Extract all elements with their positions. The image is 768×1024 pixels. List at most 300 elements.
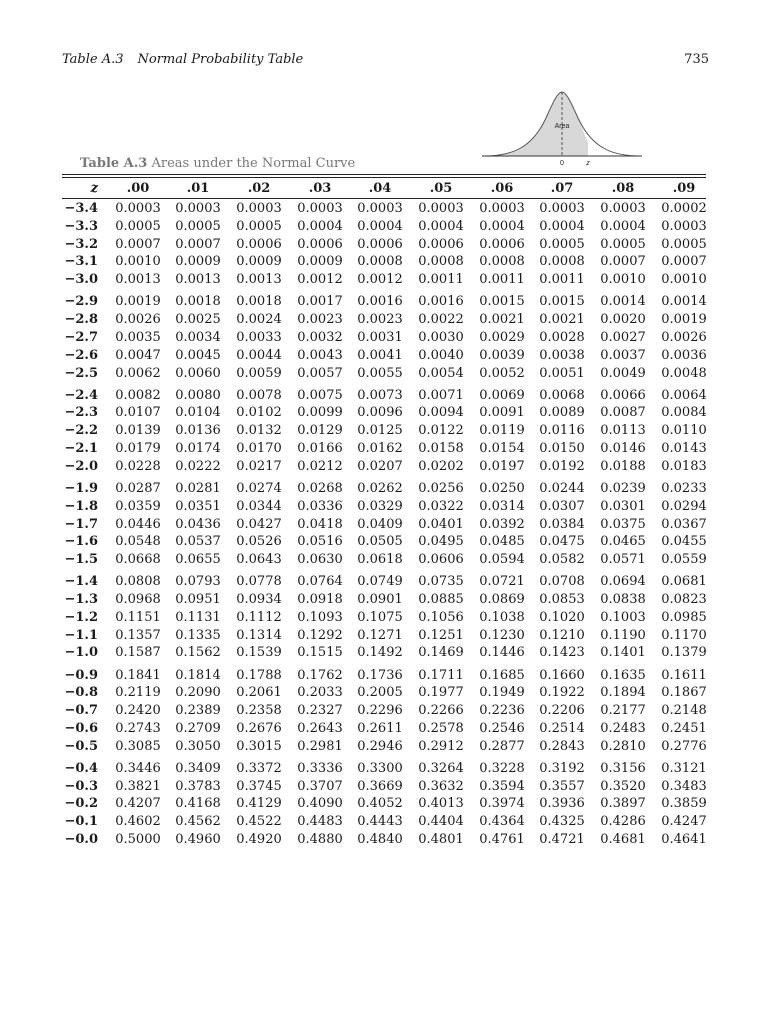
probability-cell: 0.0110 (661, 423, 707, 439)
probability-cell: 0.0014 (661, 294, 707, 310)
probability-cell: 0.0174 (175, 441, 221, 456)
probability-cell: 0.2451 (661, 720, 707, 736)
z-value: −1.1 (64, 627, 98, 643)
probability-cell: 0.0027 (600, 329, 646, 345)
probability-cell: 0.0054 (418, 365, 464, 381)
probability-cell: 0.0078 (236, 387, 282, 403)
probability-cell: 0.0136 (175, 423, 221, 439)
probability-cell: 0.0735 (418, 574, 464, 590)
probability-cell: 0.0012 (297, 272, 343, 288)
probability-cell: 0.2709 (175, 720, 221, 736)
probability-cell: 0.2743 (115, 720, 161, 736)
probability-cell: 0.0005 (661, 236, 707, 252)
probability-cell: 0.0239 (600, 480, 646, 496)
probability-cell: 0.0004 (357, 218, 403, 234)
probability-cell: 0.0188 (600, 458, 646, 474)
probability-cell: 0.0183 (661, 458, 707, 474)
z-value: −0.0 (64, 832, 98, 847)
probability-cell: 0.0367 (661, 516, 707, 532)
probability-cell: 0.0516 (297, 534, 343, 550)
probability-cell: 0.0918 (297, 592, 343, 607)
z-label: z (586, 160, 590, 167)
probability-cell: 0.0384 (539, 516, 585, 532)
probability-cell: 0.0885 (418, 592, 464, 607)
col-head-08: .08 (611, 181, 635, 196)
col-head-02: .02 (247, 181, 271, 196)
probability-cell: 0.1587 (115, 645, 161, 661)
z-value: −3.0 (64, 272, 98, 288)
probability-cell: 0.0045 (175, 347, 221, 363)
probability-cell: 0.3859 (661, 796, 707, 812)
probability-cell: 0.0004 (297, 218, 343, 234)
probability-cell: 0.0012 (357, 272, 403, 288)
z-value: −2.1 (64, 441, 98, 456)
probability-cell: 0.0228 (115, 458, 161, 474)
probability-cell: 0.0024 (236, 312, 282, 328)
probability-cell: 0.1357 (115, 627, 161, 643)
probability-cell: 0.0002 (661, 201, 707, 216)
probability-cell: 0.0060 (175, 365, 221, 381)
probability-cell: 0.0008 (539, 254, 585, 270)
probability-cell: 0.0091 (479, 405, 525, 421)
probability-cell: 0.0089 (539, 405, 585, 421)
probability-cell: 0.3372 (236, 760, 282, 776)
probability-cell: 0.0025 (175, 312, 221, 328)
probability-cell: 0.0655 (175, 552, 221, 568)
col-head-05: .05 (429, 181, 453, 196)
probability-cell: 0.0032 (297, 329, 343, 345)
probability-cell: 0.0075 (297, 387, 343, 403)
probability-cell: 0.3632 (418, 778, 464, 794)
probability-cell: 0.1075 (357, 609, 403, 625)
probability-cell: 0.0465 (600, 534, 646, 550)
probability-cell: 0.1469 (418, 645, 464, 661)
probability-cell: 0.0003 (115, 201, 161, 216)
probability-cell: 0.1762 (297, 667, 343, 683)
probability-cell: 0.2946 (357, 738, 403, 754)
probability-cell: 0.1292 (297, 627, 343, 643)
probability-cell: 0.0009 (175, 254, 221, 270)
probability-cell: 0.0764 (297, 574, 343, 590)
probability-cell: 0.0985 (661, 609, 707, 625)
probability-cell: 0.0418 (297, 516, 343, 532)
probability-cell: 0.0010 (600, 272, 646, 288)
probability-cell: 0.0011 (539, 272, 585, 288)
probability-cell: 0.0055 (357, 365, 403, 381)
probability-cell: 0.0606 (418, 552, 464, 568)
z-value: −2.9 (64, 294, 98, 310)
probability-cell: 0.0035 (115, 329, 161, 345)
probability-cell: 0.0132 (236, 423, 282, 439)
z-value: −1.6 (64, 534, 98, 550)
probability-cell: 0.0020 (600, 312, 646, 328)
probability-cell: 0.0262 (357, 480, 403, 496)
col-head-09: .09 (672, 181, 696, 196)
probability-cell: 0.0003 (297, 201, 343, 216)
probability-cell: 0.4522 (236, 814, 282, 830)
probability-cell: 0.0033 (236, 329, 282, 345)
probability-cell: 0.0102 (236, 405, 282, 421)
probability-cell: 0.0192 (539, 458, 585, 474)
probability-cell: 0.0007 (600, 254, 646, 270)
probability-cell: 0.0004 (600, 218, 646, 234)
probability-cell: 0.2810 (600, 738, 646, 754)
col-head-04: .04 (368, 181, 392, 196)
z-value: −3.2 (64, 236, 98, 252)
area-label: Area (554, 123, 570, 130)
probability-cell: 0.0537 (175, 534, 221, 550)
probability-cell: 0.0003 (600, 201, 646, 216)
probability-cell: 0.0018 (236, 294, 282, 310)
probability-cell: 0.0014 (600, 294, 646, 310)
probability-cell: 0.0455 (661, 534, 707, 550)
probability-cell: 0.2236 (479, 703, 525, 719)
probability-cell: 0.0122 (418, 423, 464, 439)
z-value: −1.9 (64, 480, 98, 496)
z-value: −0.5 (64, 738, 98, 754)
probability-cell: 0.0003 (661, 218, 707, 234)
probability-cell: 0.1170 (661, 627, 707, 643)
probability-cell: 0.3336 (297, 760, 343, 776)
probability-cell: 0.0004 (539, 218, 585, 234)
probability-cell: 0.0008 (479, 254, 525, 270)
page-number: 735 (684, 52, 709, 67)
probability-cell: 0.3557 (539, 778, 585, 794)
probability-cell: 0.1867 (661, 685, 707, 701)
probability-cell: 0.0073 (357, 387, 403, 403)
probability-cell: 0.1379 (661, 645, 707, 661)
table-title: Normal Probability Table (137, 52, 304, 67)
probability-cell: 0.4168 (175, 796, 221, 812)
probability-cell: 0.0013 (175, 272, 221, 288)
probability-cell: 0.3745 (236, 778, 282, 794)
probability-cell: 0.0150 (539, 441, 585, 456)
z-value: −3.3 (64, 218, 98, 234)
probability-cell: 0.0096 (357, 405, 403, 421)
probability-cell: 0.1611 (661, 667, 707, 683)
probability-cell: 0.0068 (539, 387, 585, 403)
probability-cell: 0.4880 (297, 832, 343, 847)
probability-cell: 0.0022 (418, 312, 464, 328)
probability-cell: 0.0314 (479, 498, 525, 514)
probability-cell: 0.0170 (236, 441, 282, 456)
z-value: −0.1 (64, 814, 98, 830)
z-value: −1.5 (64, 552, 98, 568)
probability-cell: 0.3192 (539, 760, 585, 776)
probability-cell: 0.0016 (357, 294, 403, 310)
top-rule-double (62, 177, 706, 178)
probability-cell: 0.4404 (418, 814, 464, 830)
probability-cell: 0.1446 (479, 645, 525, 661)
z-value: −0.8 (64, 685, 98, 701)
probability-cell: 0.0618 (357, 552, 403, 568)
probability-cell: 0.0019 (115, 294, 161, 310)
probability-cell: 0.0008 (418, 254, 464, 270)
probability-cell: 0.0004 (418, 218, 464, 234)
probability-cell: 0.4325 (539, 814, 585, 830)
probability-cell: 0.0019 (661, 312, 707, 328)
probability-cell: 0.4207 (115, 796, 161, 812)
probability-cell: 0.0143 (661, 441, 707, 456)
probability-cell: 0.4920 (236, 832, 282, 847)
probability-cell: 0.0082 (115, 387, 161, 403)
probability-cell: 0.0044 (236, 347, 282, 363)
probability-cell: 0.3156 (600, 760, 646, 776)
probability-cell: 0.0359 (115, 498, 161, 514)
probability-cell: 0.0778 (236, 574, 282, 590)
probability-cell: 0.0139 (115, 423, 161, 439)
probability-cell: 0.0003 (418, 201, 464, 216)
zero-label: 0 (560, 160, 564, 167)
probability-cell: 0.3783 (175, 778, 221, 794)
probability-cell: 0.2420 (115, 703, 161, 719)
probability-cell: 0.0006 (236, 236, 282, 252)
probability-cell: 0.1423 (539, 645, 585, 661)
probability-cell: 0.1151 (115, 609, 161, 625)
z-value: −1.0 (64, 645, 98, 661)
probability-cell: 0.1492 (357, 645, 403, 661)
probability-cell: 0.2177 (600, 703, 646, 719)
probability-cell: 0.1003 (600, 609, 646, 625)
probability-cell: 0.0080 (175, 387, 221, 403)
probability-cell: 0.0066 (600, 387, 646, 403)
probability-cell: 0.2148 (661, 703, 707, 719)
probability-cell: 0.0146 (600, 441, 646, 456)
probability-cell: 0.0041 (357, 347, 403, 363)
probability-cell: 0.3300 (357, 760, 403, 776)
probability-cell: 0.4483 (297, 814, 343, 830)
z-value: −0.2 (64, 796, 98, 812)
probability-cell: 0.2643 (297, 720, 343, 736)
z-value: −1.2 (64, 609, 98, 625)
probability-cell: 0.0104 (175, 405, 221, 421)
probability-cell: 0.1335 (175, 627, 221, 643)
probability-cell: 0.0853 (539, 592, 585, 607)
probability-cell: 0.0256 (418, 480, 464, 496)
probability-cell: 0.0040 (418, 347, 464, 363)
probability-cell: 0.0495 (418, 534, 464, 550)
probability-cell: 0.0274 (236, 480, 282, 496)
probability-cell: 0.0005 (539, 236, 585, 252)
probability-cell: 0.0749 (357, 574, 403, 590)
probability-cell: 0.0003 (479, 201, 525, 216)
probability-cell: 0.0808 (115, 574, 161, 590)
probability-cell: 0.0005 (600, 236, 646, 252)
probability-cell: 0.1788 (236, 667, 282, 683)
z-value: −3.4 (64, 201, 98, 216)
probability-cell: 0.0113 (600, 423, 646, 439)
probability-cell: 0.4681 (600, 832, 646, 847)
probability-cell: 0.0222 (175, 458, 221, 474)
probability-cell: 0.0039 (479, 347, 525, 363)
probability-cell: 0.1131 (175, 609, 221, 625)
probability-cell: 0.0029 (479, 329, 525, 345)
probability-cell: 0.1230 (479, 627, 525, 643)
probability-cell: 0.2877 (479, 738, 525, 754)
probability-cell: 0.1020 (539, 609, 585, 625)
probability-cell: 0.4562 (175, 814, 221, 830)
probability-cell: 0.0015 (479, 294, 525, 310)
probability-cell: 0.0069 (479, 387, 525, 403)
probability-cell: 0.0934 (236, 592, 282, 607)
probability-cell: 0.0202 (418, 458, 464, 474)
probability-cell: 0.0475 (539, 534, 585, 550)
probability-cell: 0.1401 (600, 645, 646, 661)
z-value: −2.2 (64, 423, 98, 439)
probability-cell: 0.0485 (479, 534, 525, 550)
probability-cell: 0.0034 (175, 329, 221, 345)
probability-cell: 0.0007 (661, 254, 707, 270)
probability-cell: 0.0643 (236, 552, 282, 568)
probability-cell: 0.0107 (115, 405, 161, 421)
probability-cell: 0.3707 (297, 778, 343, 794)
running-head (62, 52, 303, 67)
probability-cell: 0.1977 (418, 685, 464, 701)
probability-cell: 0.4801 (418, 832, 464, 847)
probability-cell: 0.0003 (539, 201, 585, 216)
probability-cell: 0.0154 (479, 441, 525, 456)
probability-cell: 0.0043 (297, 347, 343, 363)
col-head-00: .00 (126, 181, 150, 196)
probability-cell: 0.0594 (479, 552, 525, 568)
probability-cell: 0.3050 (175, 738, 221, 754)
probability-cell: 0.0336 (297, 498, 343, 514)
probability-cell: 0.0003 (236, 201, 282, 216)
probability-cell: 0.0401 (418, 516, 464, 532)
probability-cell: 0.1660 (539, 667, 585, 683)
probability-cell: 0.2483 (600, 720, 646, 736)
z-value: −2.8 (64, 312, 98, 328)
probability-cell: 0.0294 (661, 498, 707, 514)
probability-cell: 0.1635 (600, 667, 646, 683)
z-value: −0.3 (64, 778, 98, 794)
probability-cell: 0.3121 (661, 760, 707, 776)
probability-cell: 0.0021 (479, 312, 525, 328)
z-value: −2.0 (64, 458, 98, 474)
caption-label: Table A.3 (80, 156, 148, 171)
probability-cell: 0.4013 (418, 796, 464, 812)
probability-cell: 0.0003 (357, 201, 403, 216)
probability-cell: 0.0052 (479, 365, 525, 381)
probability-cell: 0.0287 (115, 480, 161, 496)
probability-cell: 0.0951 (175, 592, 221, 607)
probability-cell: 0.0036 (661, 347, 707, 363)
probability-cell: 0.3085 (115, 738, 161, 754)
probability-cell: 0.0681 (661, 574, 707, 590)
probability-cell: 0.3936 (539, 796, 585, 812)
probability-cell: 0.0446 (115, 516, 161, 532)
col-head-01: .01 (186, 181, 210, 196)
probability-cell: 0.1922 (539, 685, 585, 701)
probability-cell: 0.0179 (115, 441, 161, 456)
probability-cell: 0.0006 (479, 236, 525, 252)
probability-cell: 0.3264 (418, 760, 464, 776)
probability-cell: 0.0026 (661, 329, 707, 345)
probability-cell: 0.0301 (600, 498, 646, 514)
probability-cell: 0.3483 (661, 778, 707, 794)
probability-cell: 0.2005 (357, 685, 403, 701)
probability-cell: 0.0268 (297, 480, 343, 496)
probability-cell: 0.0009 (236, 254, 282, 270)
probability-cell: 0.0721 (479, 574, 525, 590)
probability-cell: 0.0005 (236, 218, 282, 234)
probability-cell: 0.4960 (175, 832, 221, 847)
probability-cell: 0.1271 (357, 627, 403, 643)
z-value: −2.4 (64, 387, 98, 403)
probability-cell: 0.0015 (539, 294, 585, 310)
probability-cell: 0.0212 (297, 458, 343, 474)
probability-cell: 0.4364 (479, 814, 525, 830)
probability-cell: 0.0166 (297, 441, 343, 456)
probability-cell: 0.2981 (297, 738, 343, 754)
probability-cell: 0.2358 (236, 703, 282, 719)
probability-cell: 0.4052 (357, 796, 403, 812)
probability-cell: 0.0028 (539, 329, 585, 345)
probability-cell: 0.0427 (236, 516, 282, 532)
z-value: −0.9 (64, 667, 98, 683)
probability-cell: 0.3228 (479, 760, 525, 776)
probability-cell: 0.0023 (297, 312, 343, 328)
col-head-06: .06 (490, 181, 514, 196)
probability-cell: 0.0018 (175, 294, 221, 310)
probability-cell: 0.0571 (600, 552, 646, 568)
probability-cell: 0.0062 (115, 365, 161, 381)
probability-cell: 0.2033 (297, 685, 343, 701)
probability-cell: 0.0392 (479, 516, 525, 532)
probability-cell: 0.0668 (115, 552, 161, 568)
probability-cell: 0.0505 (357, 534, 403, 550)
probability-cell: 0.4286 (600, 814, 646, 830)
probability-cell: 0.0968 (115, 592, 161, 607)
probability-cell: 0.0162 (357, 441, 403, 456)
probability-cell: 0.0250 (479, 480, 525, 496)
probability-cell: 0.1711 (418, 667, 464, 683)
normal-curve-figure (482, 88, 642, 168)
probability-cell: 0.0526 (236, 534, 282, 550)
probability-cell: 0.0021 (539, 312, 585, 328)
col-head-z: z (90, 181, 98, 196)
probability-cell: 0.3520 (600, 778, 646, 794)
probability-cell: 0.2061 (236, 685, 282, 701)
probability-cell: 0.0436 (175, 516, 221, 532)
probability-cell: 0.0409 (357, 516, 403, 532)
probability-cell: 0.0008 (357, 254, 403, 270)
probability-cell: 0.0793 (175, 574, 221, 590)
probability-cell: 0.0011 (418, 272, 464, 288)
probability-cell: 0.0003 (175, 201, 221, 216)
probability-cell: 0.1112 (236, 609, 282, 625)
probability-cell: 0.0006 (357, 236, 403, 252)
probability-cell: 0.0329 (357, 498, 403, 514)
z-value: −2.6 (64, 347, 98, 363)
probability-cell: 0.4090 (297, 796, 343, 812)
probability-cell: 0.0049 (600, 365, 646, 381)
probability-cell: 0.0057 (297, 365, 343, 381)
probability-cell: 0.0099 (297, 405, 343, 421)
probability-cell: 0.0823 (661, 592, 707, 607)
probability-cell: 0.0838 (600, 592, 646, 607)
probability-cell: 0.3897 (600, 796, 646, 812)
probability-cell: 0.1562 (175, 645, 221, 661)
probability-cell: 0.0344 (236, 498, 282, 514)
probability-cell: 0.0084 (661, 405, 707, 421)
probability-cell: 0.2843 (539, 738, 585, 754)
z-value: −1.4 (64, 574, 98, 590)
probability-cell: 0.4602 (115, 814, 161, 830)
probability-cell: 0.0630 (297, 552, 343, 568)
probability-cell: 0.0708 (539, 574, 585, 590)
probability-cell: 0.1736 (357, 667, 403, 683)
